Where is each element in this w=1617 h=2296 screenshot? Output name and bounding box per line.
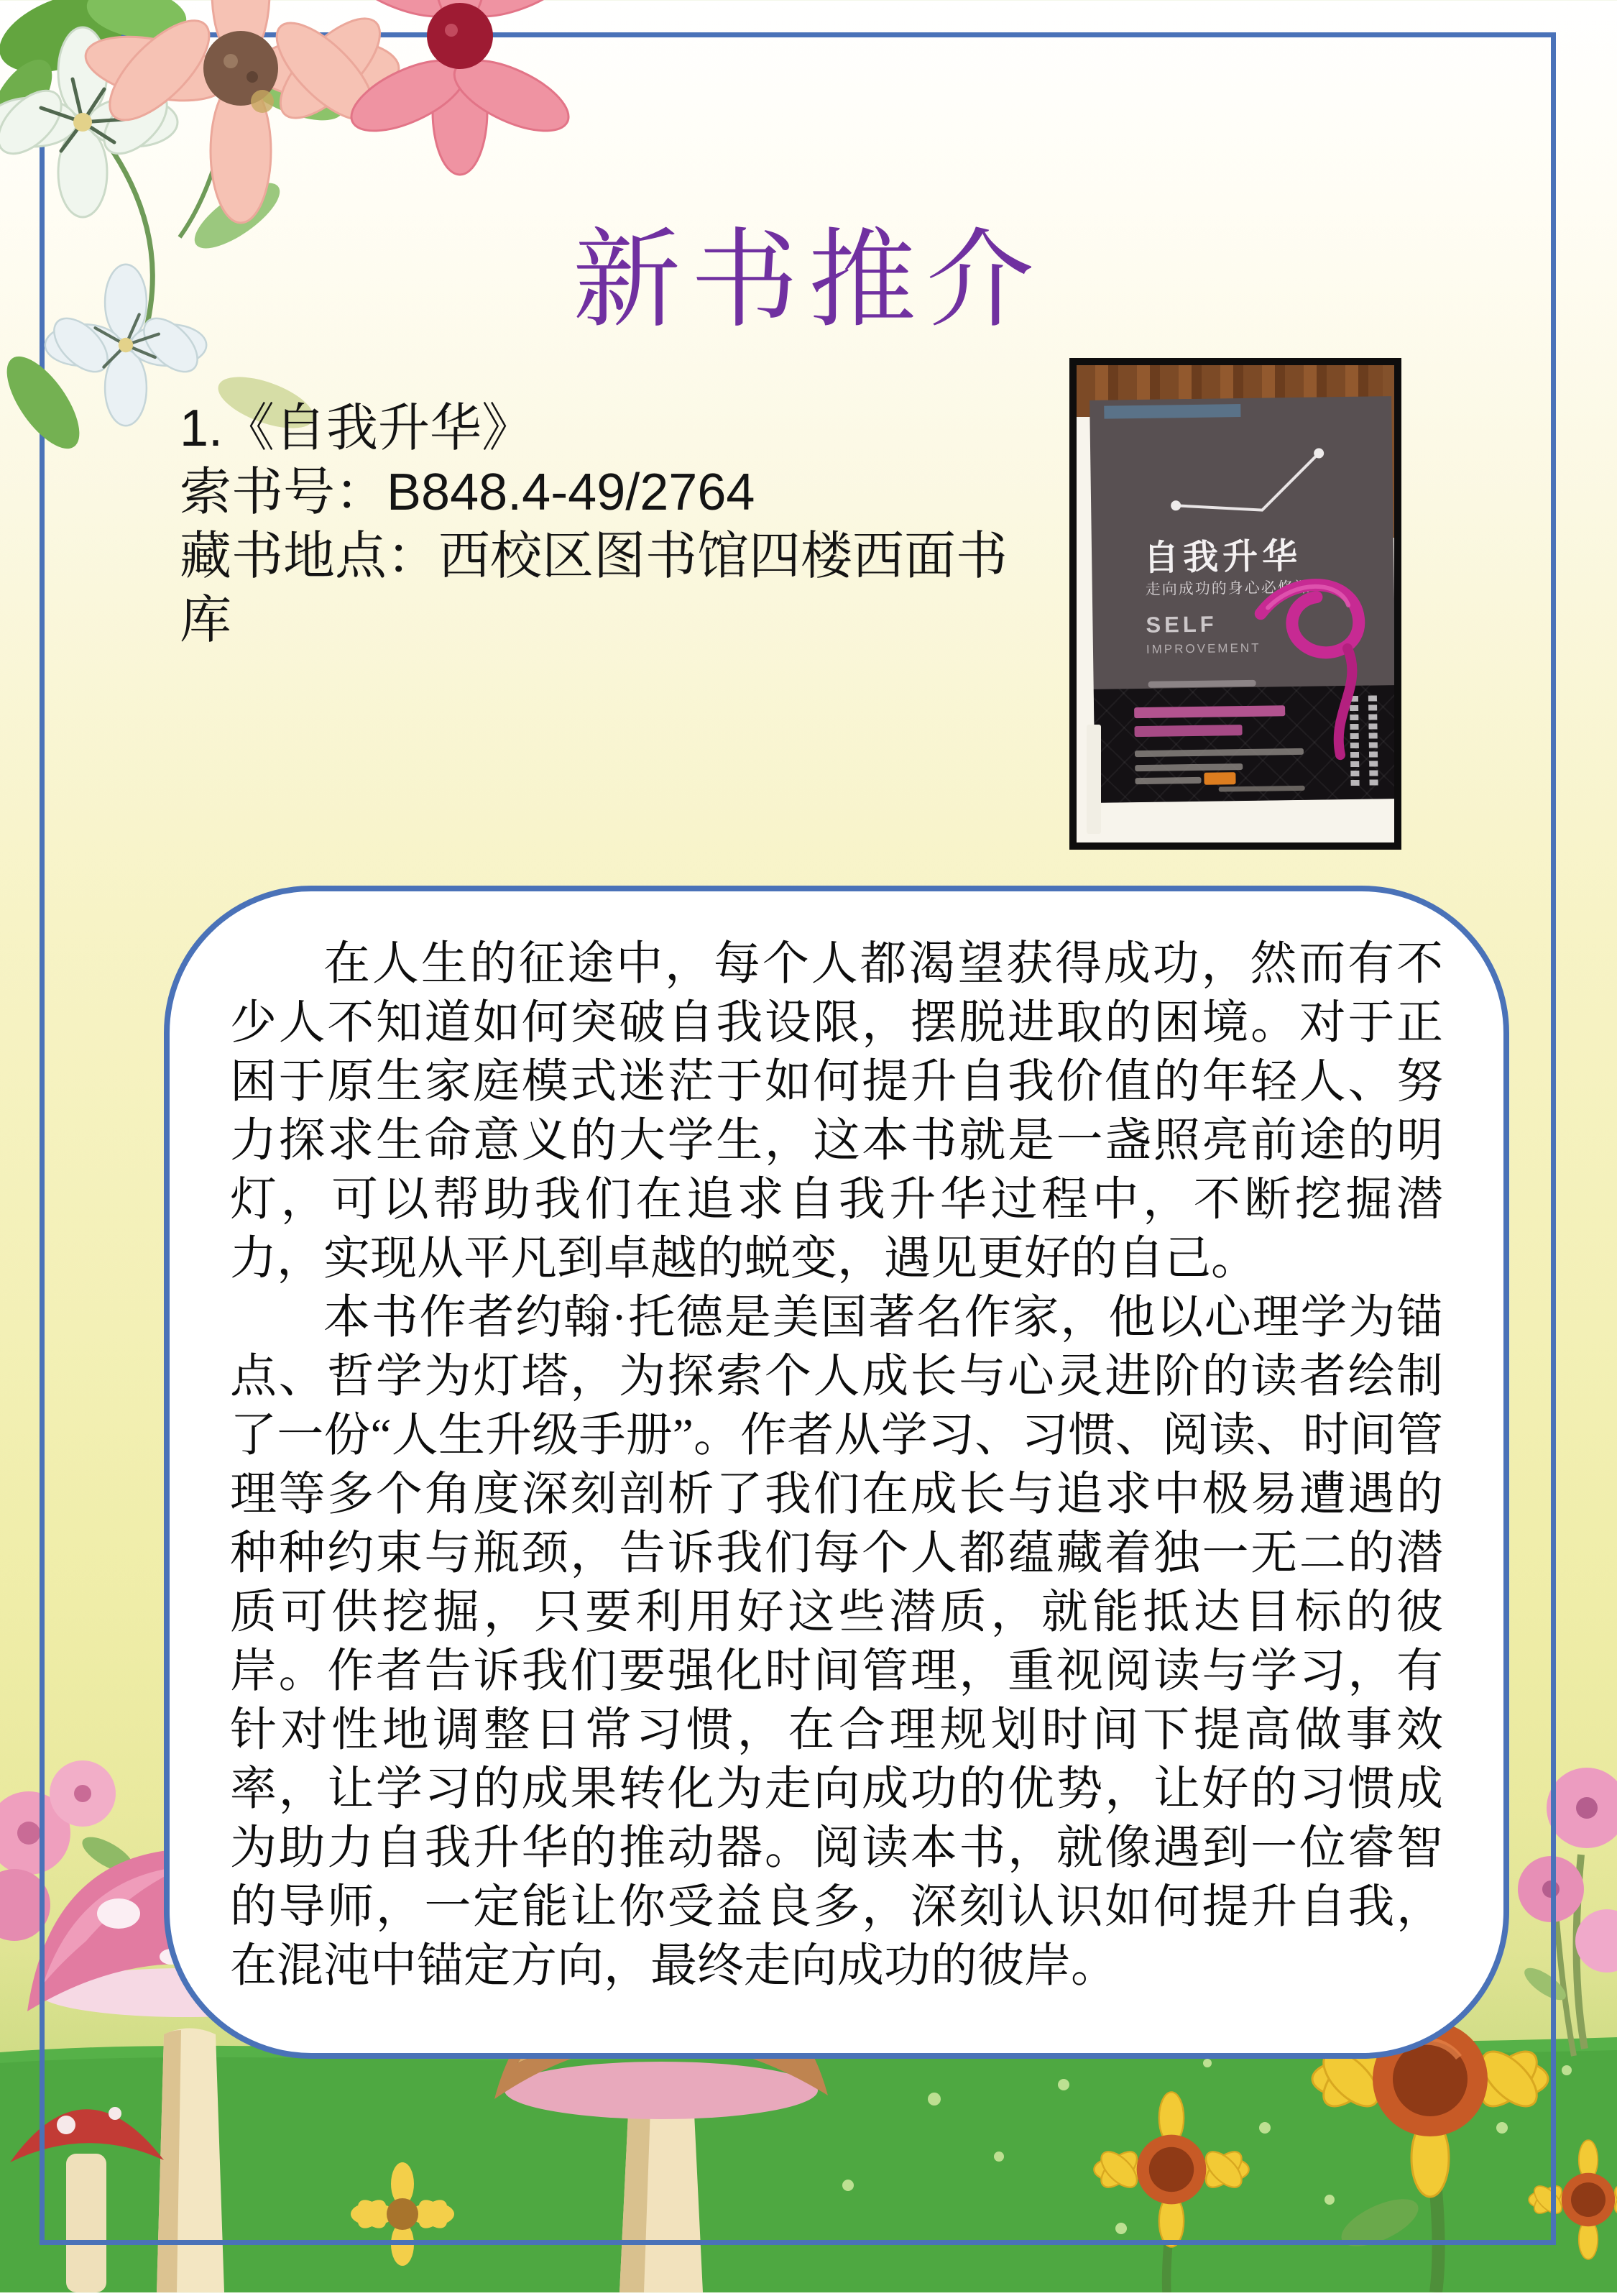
publisher-text-bar	[1219, 786, 1305, 792]
book-title-line: 1.《自我升华》	[180, 400, 534, 457]
cover-subtitle: 走向成功的身心必修课	[1145, 578, 1311, 598]
page-title: 新书推介	[572, 221, 1044, 341]
pink-ribbon-graphic	[1238, 561, 1392, 779]
blurb-text-bar	[1134, 725, 1242, 737]
review-text-box	[164, 886, 1509, 2059]
library-spine-sticker	[1087, 725, 1101, 834]
blurb-text-bar	[1135, 763, 1243, 771]
location-line: 藏书地点：西校区图书馆四楼西面书库	[180, 528, 1008, 649]
review-paragraph-2: 本书作者约翰·托德是美国著名作家，他以心理学为锚点、哲学为灯塔，为探索个人成长与心灵进阶的读者绘制了一份“人生升级手册”。作者从学习、习惯、阅读、时间管理等多个角度深刻剖析了我们在成长与追求中极易遭遇的种种约束与瓶颈，告诉我们每个人都蕴藏着独一无二的潜质可供挖掘，只要利用好这些潜质，就能抵达目标的彼岸。作者告诉我们要强化时间管理，重视阅读与学习，有针对性地调整日常习惯，在合理规划时间下提高做事效率，让学习的成果转化为走向成功的优势，让好的习惯成为助力自我升华的推动器。阅读本书，就像遇到一位睿智的导师，一定能让你受益良多，深刻认识如何提升自我，在混沌中锚定方向，最终走向成功的彼岸。	[230, 1292, 1443, 1992]
book-cover-photo	[1069, 358, 1401, 850]
blurb-text-bar	[1135, 777, 1201, 784]
cover-english-improvement: IMPROVEMENT	[1146, 640, 1261, 656]
review-paragraph-1: 在人生的征途中，每个人都渴望获得成功，然而有不少人不知道如何突破自我设限，摆脱进取的困境。对于正困于原生家庭模式迷茫于如何提升自我价值的年轻人、努力探求生命意义的大学生，这本书就是一盏照亮前途的明灯，可以帮助我们在追求自我升华过程中，不断挖掘潜力，实现从平凡到卓越的蜕变，遇见更好的自己。	[230, 938, 1443, 1285]
book-info-block	[180, 397, 1035, 653]
cover-english-self: SELF	[1146, 611, 1217, 638]
highlight-number-bar	[1204, 772, 1235, 785]
cover-title: 自我升华	[1143, 536, 1302, 578]
book-cover	[1089, 396, 1397, 803]
call-number-line: 索书号：B848.4-49/2764	[180, 464, 755, 521]
